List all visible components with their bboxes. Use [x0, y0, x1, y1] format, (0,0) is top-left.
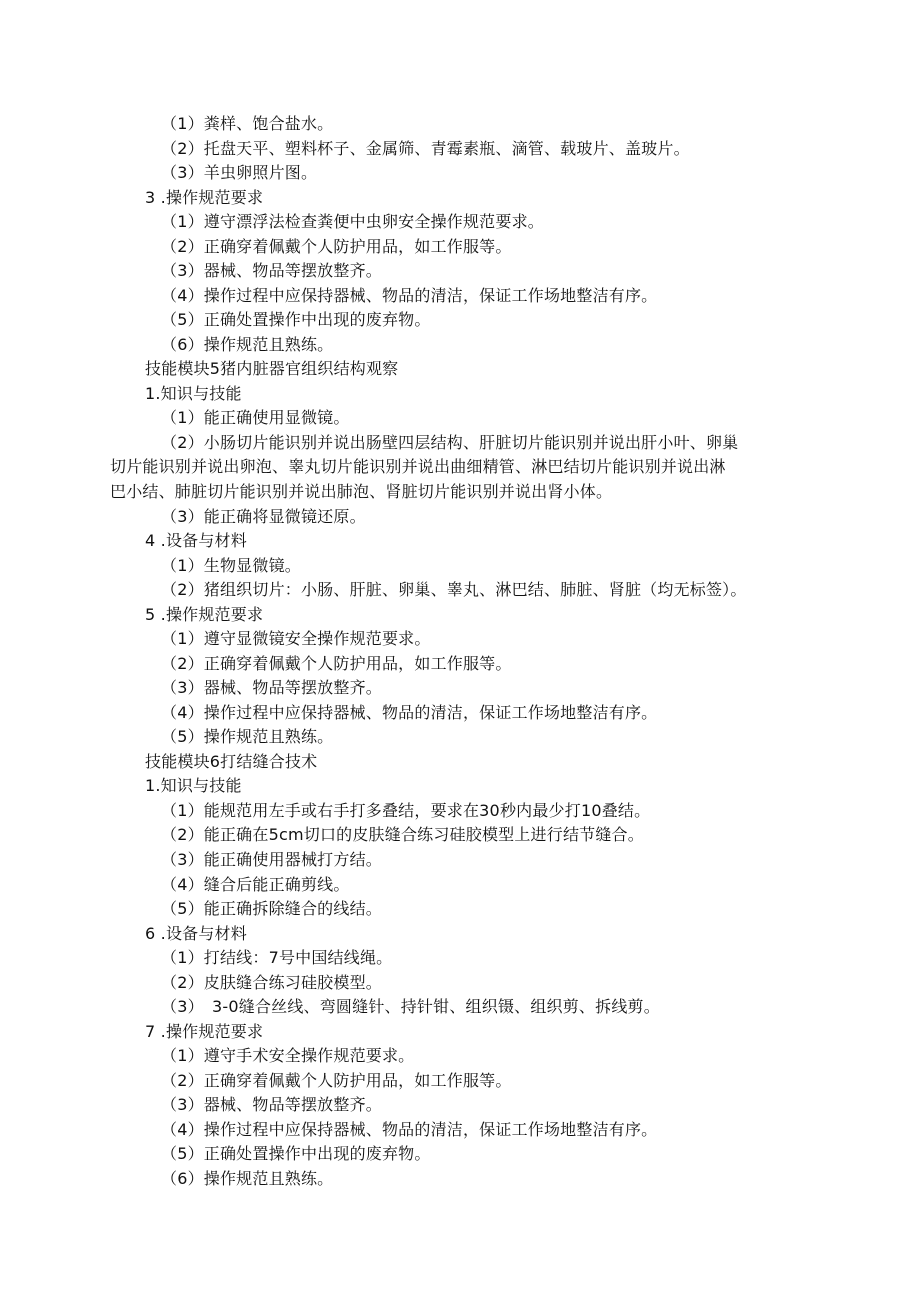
list-item: （1）粪样、饱合盐水。 [161, 114, 334, 133]
list-item: （5）正确处置操作中出现的废弃物。 [161, 1144, 431, 1163]
list-item: （3）器械、物品等摆放整齐。 [161, 261, 382, 280]
list-item: （1）生物显微镜。 [161, 556, 301, 575]
section-heading: 1.知识与技能 [145, 384, 242, 403]
list-item: （3）羊虫卵照片图。 [161, 163, 318, 182]
section-heading: 1.知识与技能 [145, 776, 242, 795]
list-item: （2）托盘天平、塑料杯子、金属筛、青霉素瓶、滴管、载玻片、盖玻片。 [161, 139, 690, 158]
list-item: （1）打结线：7号中国结线绳。 [161, 948, 393, 967]
list-item: （1）能正确使用显微镜。 [161, 408, 350, 427]
list-item: （1）遵守手术安全操作规范要求。 [161, 1046, 415, 1065]
section-heading: 3 .操作规范要求 [145, 188, 264, 207]
module-heading: 技能模块6打结缝合技术 [145, 752, 318, 771]
list-item: （2）小肠切片能识别并说出肠壁四层结构、肝脏切片能识别并说出肝小叶、卵巢 [161, 433, 739, 452]
list-item: （4）操作过程中应保持器械、物品的清洁，保证工作场地整洁有序。 [161, 1120, 658, 1139]
list-item: （2）正确穿着佩戴个人防护用品，如工作服等。 [161, 654, 512, 673]
list-item: （4）操作过程中应保持器械、物品的清洁，保证工作场地整洁有序。 [161, 703, 658, 722]
list-item: （4）操作过程中应保持器械、物品的清洁，保证工作场地整洁有序。 [161, 286, 658, 305]
list-item: （3）器械、物品等摆放整齐。 [161, 1095, 382, 1114]
list-item: （5）操作规范且熟练。 [161, 727, 334, 746]
list-item: （3）器械、物品等摆放整齐。 [161, 678, 382, 697]
list-item: （4）缝合后能正确剪线。 [161, 875, 350, 894]
list-item: （6）操作规范且熟练。 [161, 1169, 334, 1188]
list-item: （2）正确穿着佩戴个人防护用品，如工作服等。 [161, 1071, 512, 1090]
section-heading: 7 .操作规范要求 [145, 1022, 264, 1041]
list-item: （1）遵守漂浮法检查粪便中虫卵安全操作规范要求。 [161, 212, 544, 231]
section-heading: 6 .设备与材料 [145, 924, 247, 943]
list-item: （3）能正确使用器械打方结。 [161, 850, 382, 869]
list-item: （6）操作规范且熟练。 [161, 335, 334, 354]
list-item: （1）遵守显微镜安全操作规范要求。 [161, 629, 431, 648]
list-item: （2）猪组织切片：小肠、肝脏、卵巢、睾丸、淋巴结、肺脏、肾脏（均无标签）。 [161, 580, 747, 599]
paragraph-continuation: 切片能识别并说出卵泡、睾丸切片能识别并说出曲细精管、淋巴结切片能识别并说出淋 [110, 457, 726, 476]
module-heading: 技能模块5猪内脏器官组织结构观察 [145, 359, 399, 378]
list-item: （2）正确穿着佩戴个人防护用品，如工作服等。 [161, 237, 512, 256]
list-item: （3）能正确将显微镜还原。 [161, 507, 366, 526]
section-heading: 4 .设备与材料 [145, 531, 247, 550]
list-item: （2）皮肤缝合练习硅胶模型。 [161, 973, 382, 992]
list-item: （5）能正确拆除缝合的线结。 [161, 899, 382, 918]
list-item: （2）能正确在5cm切口的皮肤缝合练习硅胶模型上进行结节缝合。 [161, 825, 644, 844]
list-item: （3） 3-0缝合丝线、弯圆缝针、持针钳、组织镊、组织剪、拆线剪。 [161, 997, 660, 1016]
section-heading: 5 .操作规范要求 [145, 605, 264, 624]
list-item: （5）正确处置操作中出现的废弃物。 [161, 310, 431, 329]
list-item: （1）能规范用左手或右手打多叠结，要求在30秒内最少打10叠结。 [161, 801, 651, 820]
paragraph-continuation: 巴小结、肺脏切片能识别并说出肺泡、肾脏切片能识别并说出肾小体。 [110, 482, 613, 501]
